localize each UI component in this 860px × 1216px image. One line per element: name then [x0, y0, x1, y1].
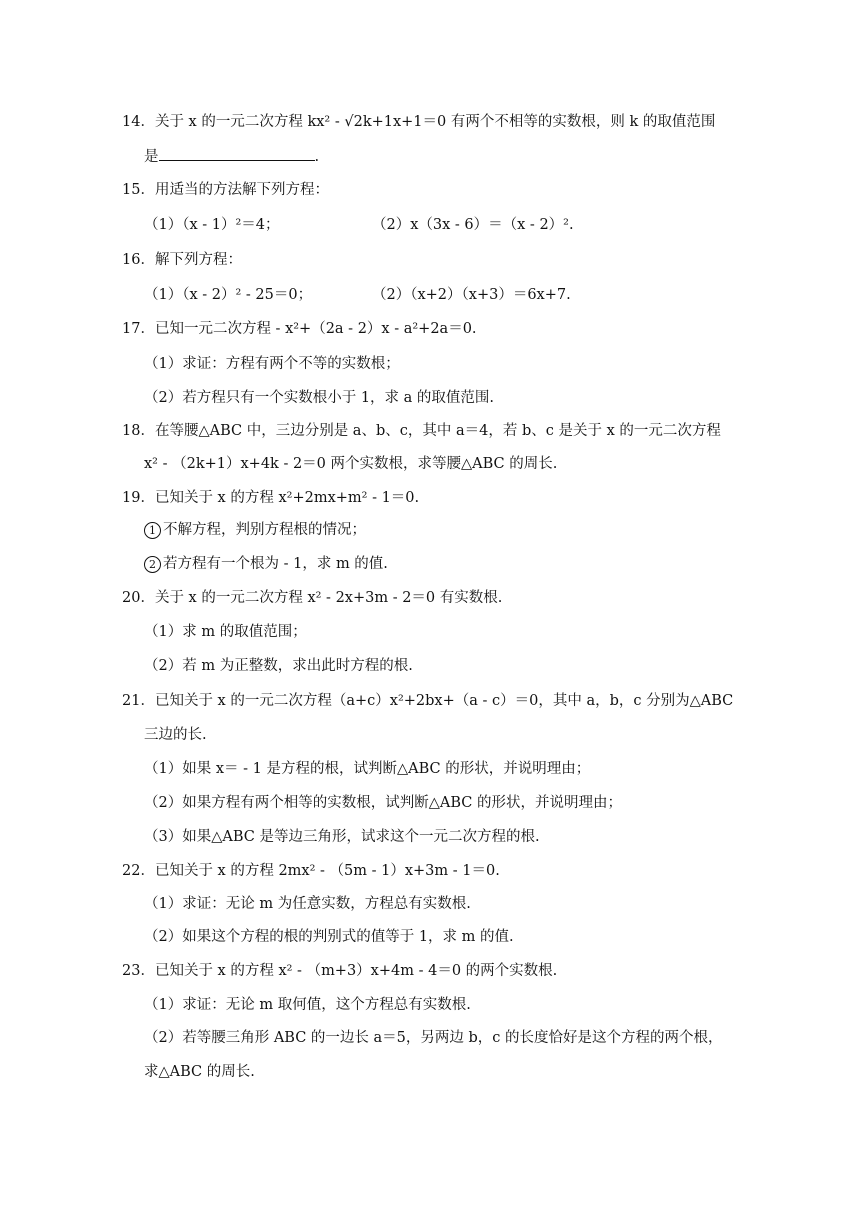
circled-two-marker: 2: [144, 556, 161, 573]
problem-21-line-2: 三边的长.: [144, 727, 207, 743]
problem-15-part-1: （1）（x - 1）²＝4；: [144, 217, 280, 233]
problem-14-line-1: 14．关于 x 的一元二次方程 kx² - √2k+1x+1＝0 有两个不相等的实数根，则 k 的取值范围: [122, 114, 716, 130]
problem-22: 22．已知关于 x 的方程 2mx² - （5m - 1）x+3m - 1＝0.: [122, 863, 500, 879]
problem-19-part-1-text: 不解方程，判别方程根的情况；: [163, 522, 366, 538]
problem-21-line-1: 21．已知关于 x 的一元二次方程（a+c）x²+2bx+（a - c）＝0，其中 a，b，c 分别为△ABC: [122, 693, 734, 709]
problem-19-part-1: [144, 522, 366, 539]
problem-14-line-2: [144, 148, 319, 165]
problem-21-part-2: （2）如果方程有两个相等的实数根，试判断△ABC 的形状，并说明理由；: [144, 795, 622, 811]
problem-15: 15．用适当的方法解下列方程：: [122, 182, 329, 198]
problem-21-part-1: （1）如果 x＝ - 1 是方程的根，试判断△ABC 的形状，并说明理由；: [144, 761, 591, 777]
problem-23: 23．已知关于 x 的方程 x² - （m+3）x+4m - 4＝0 的两个实数根.: [122, 963, 558, 979]
problem-17-part-1: （1）求证：方程有两个不等的实数根；: [144, 356, 400, 372]
problem-20-part-2: （2）若 m 为正整数，求出此时方程的根.: [144, 658, 413, 674]
problem-16-part-2: （2）（x+2）（x+3）＝6x+7.: [372, 287, 571, 303]
problem-17: 17．已知一元二次方程 - x²+（2a - 2）x - a²+2a＝0.: [122, 321, 477, 337]
problem-19-part-2-text: 若方程有一个根为 - 1，求 m 的值.: [163, 556, 388, 572]
problem-16: 16．解下列方程：: [122, 252, 242, 268]
problem-22-part-2: （2）如果这个方程的根的判别式的值等于 1，求 m 的值.: [144, 929, 514, 945]
problem-22-part-1: （1）求证：无论 m 为任意实数，方程总有实数根.: [144, 896, 471, 912]
answer-blank: [159, 148, 315, 161]
problem-20-part-1: （1）求 m 的取值范围；: [144, 624, 307, 640]
problem-14-period: .: [314, 149, 320, 165]
problem-18-line-1: 18．在等腰△ABC 中，三边分别是 a、b、c，其中 a＝4，若 b、c 是关于 x 的一元二次方程: [122, 423, 721, 439]
problem-18-line-2: x² - （2k+1）x+4k - 2＝0 两个实数根，求等腰△ABC 的周长.: [144, 456, 558, 472]
problem-17-part-2: （2）若方程只有一个实数根小于 1，求 a 的取值范围.: [144, 390, 495, 406]
problem-14-prefix: 是: [144, 149, 159, 165]
problem-21-part-3: （3）如果△ABC 是等边三角形，试求这个一元二次方程的根.: [144, 829, 540, 845]
problem-19-part-2: [144, 556, 388, 573]
problem-20: 20．关于 x 的一元二次方程 x² - 2x+3m - 2＝0 有实数根.: [122, 590, 503, 606]
problem-23-part-1: （1）求证：无论 m 取何值，这个方程总有实数根.: [144, 997, 471, 1013]
problem-23-part-2-line-1: （2）若等腰三角形 ABC 的一边长 a＝5，另两边 b，c 的长度恰好是这个方程的两个根，: [144, 1030, 723, 1046]
circled-one-marker: 1: [144, 522, 161, 539]
problem-16-part-1: （1）（x - 2）² - 25＝0；: [144, 287, 313, 303]
problem-15-part-2: （2）x（3x - 6）＝（x - 2）².: [372, 217, 574, 233]
problem-19: 19．已知关于 x 的方程 x²+2mx+m² - 1＝0.: [122, 490, 420, 506]
problem-23-part-2-line-2: 求△ABC 的周长.: [144, 1064, 255, 1080]
